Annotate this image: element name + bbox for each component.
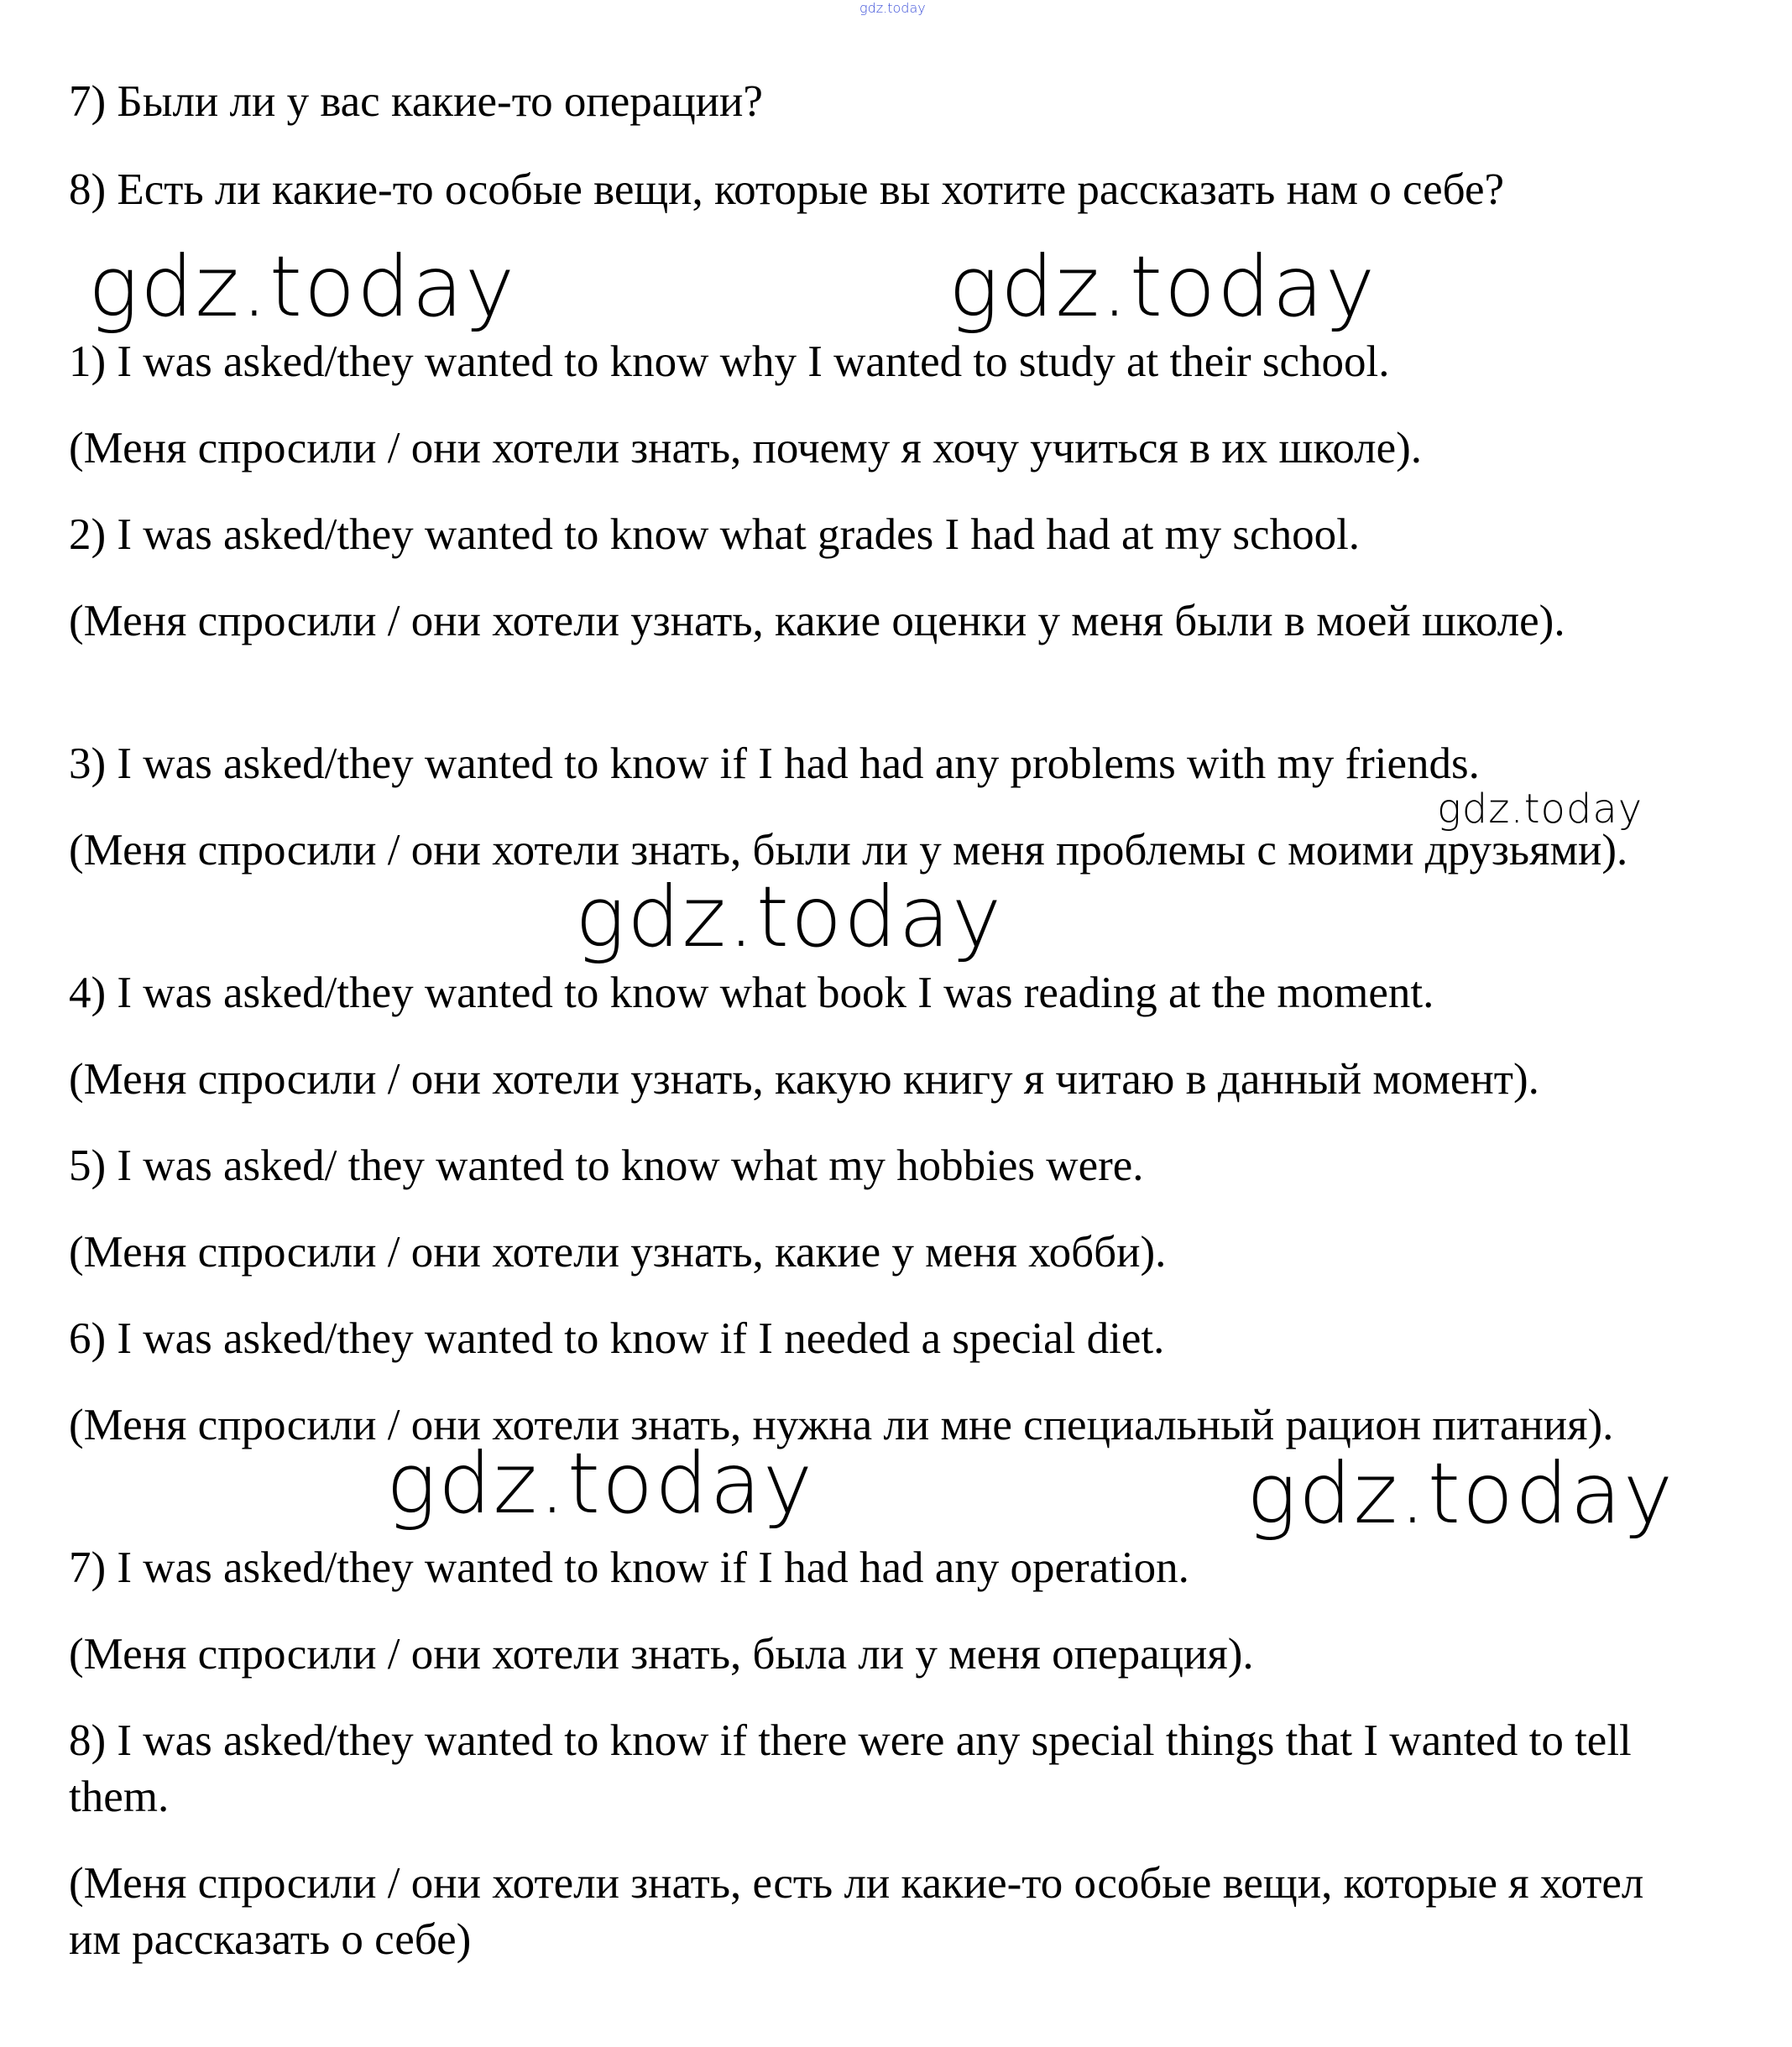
answer-7-russian: (Меня спросили / они хотели знать, была ли у меня операция).: [69, 1630, 1254, 1679]
header-watermark: gdz.today: [859, 0, 926, 16]
answer-4-russian: (Меня спросили / они хотели узнать, какую книгу я читаю в данный момент).: [69, 1055, 1539, 1104]
answer-7-english: 7) I was asked/they wanted to know if I had had any operation.: [69, 1543, 1189, 1592]
watermark-logo: gdz.today: [386, 1434, 815, 1533]
watermark-logo: gdz.today: [88, 238, 517, 336]
answer-1-russian: (Меня спросили / они хотели знать, почему я хочу учиться в их школе).: [69, 424, 1423, 473]
answer-8-english: 8) I was asked/they wanted to know if there were any special things that I wanted to tell them.: [69, 1716, 1632, 1821]
answer-6-russian: (Меня спросили / они хотели знать, нужна ли мне специальный рацион питания).: [69, 1401, 1614, 1449]
answer-1-english: 1) I was asked/they wanted to know why I wanted to study at their school.: [69, 337, 1390, 386]
watermark-logo: gdz.today: [1437, 786, 1643, 833]
question-8: 8) Есть ли какие-то особые вещи, которые вы хотите рассказать нам о себе?: [69, 165, 1505, 214]
answer-6-english: 6) I was asked/they wanted to know if I needed a special diet.: [69, 1314, 1165, 1363]
answer-5-russian: (Меня спросили / они хотели узнать, какие у меня хобби).: [69, 1228, 1167, 1277]
watermark-logo: gdz.today: [948, 238, 1377, 336]
answer-3-english: 3) I was asked/they wanted to know if I had had any problems with my friends.: [69, 739, 1480, 788]
answer-4-english: 4) I was asked/they wanted to know what book I was reading at the moment.: [69, 969, 1434, 1017]
answer-3-russian: (Меня спросили / они хотели знать, были ли у меня проблемы с моими друзьями).: [69, 826, 1628, 875]
watermark-logo: gdz.today: [575, 868, 1004, 966]
watermark-logo: gdz.today: [1246, 1444, 1675, 1543]
answer-8-russian: (Меня спросили / они хотели знать, есть ли какие-то особые вещи, которые я хотел им рассказать о себе): [69, 1859, 1644, 1964]
answer-2-russian: (Меня спросили / они хотели узнать, какие оценки у меня были в моей школе).: [69, 597, 1565, 645]
question-7: 7) Были ли у вас какие-то операции?: [69, 77, 763, 126]
answer-5-english: 5) I was asked/ they wanted to know what my hobbies were.: [69, 1141, 1144, 1190]
answer-2-english: 2) I was asked/they wanted to know what grades I had had at my school.: [69, 510, 1361, 559]
